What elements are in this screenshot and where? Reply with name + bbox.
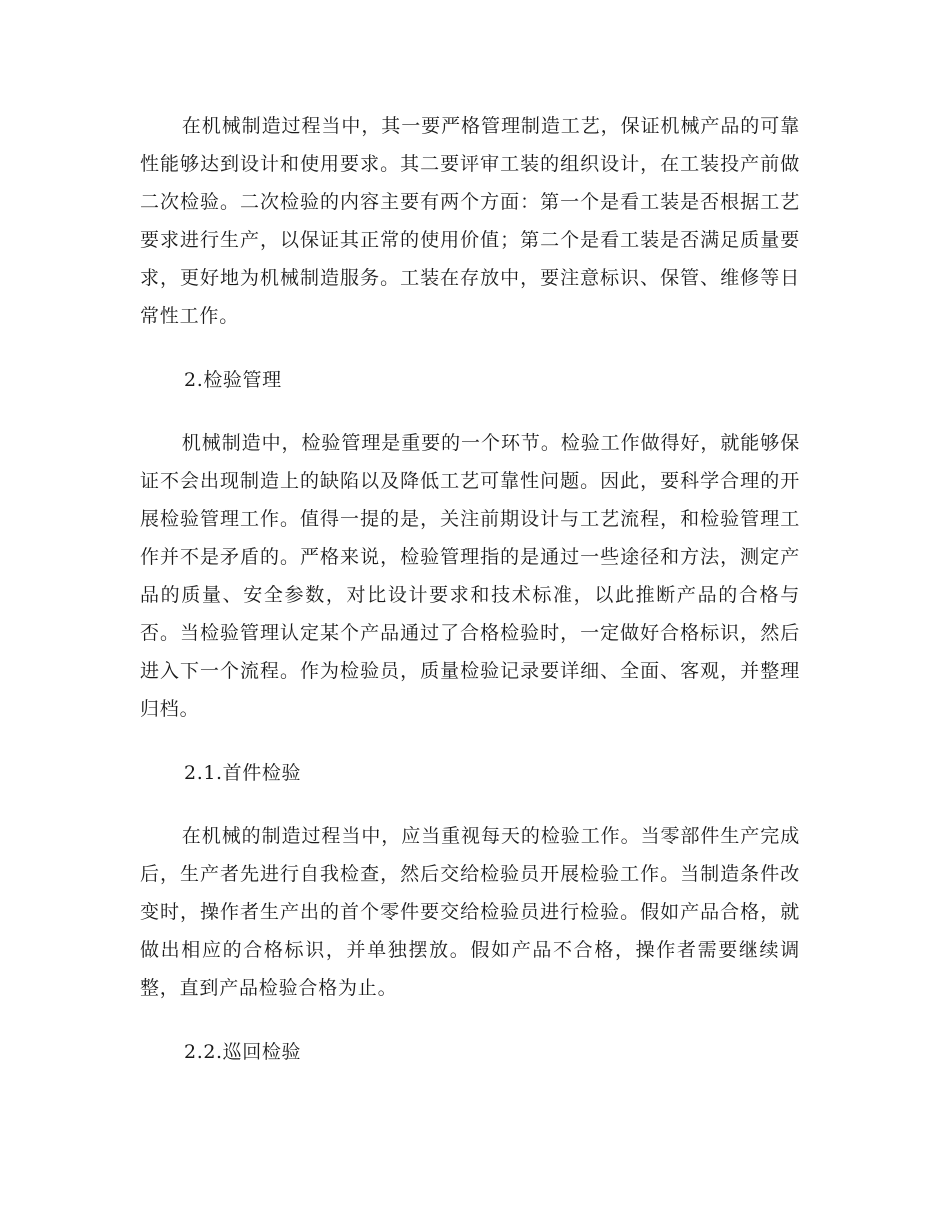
spacer [140, 1007, 800, 1033]
spacer [140, 335, 800, 361]
section-heading-patrol-inspection: 2.2.巡回检验 [184, 1041, 302, 1063]
section-heading-first-article-inspection: 2.1.首件检验 [184, 762, 302, 784]
document-body [140, 107, 800, 1071]
spacer [140, 399, 800, 424]
paragraph-first-article-inspection: 在机械的制造过程当中，应当重视每天的检验工作。当零部件生产完成后，生产者先进行自我检查，然后交给检验员开展检验工作。当制造条件改变时，操作者生产出的首个零件要交给检验员进行检验。假如产品合格，就做出相应的合格标识，并单独摆放。假如产品不合格，操作者需要继续调整，直到产品检验合格为止。 [140, 825, 800, 999]
spacer [140, 728, 800, 754]
section-heading-inspection-management: 2.检验管理 [184, 369, 282, 391]
paragraph-tooling-management: 在机械制造过程当中，其一要严格管理制造工艺，保证机械产品的可靠性能够达到设计和使用要求。其二要评审工装的组织设计，在工装投产前做二次检验。二次检验的内容主要有两个方面：第一个是看工装是否根据工艺要求进行生产，以保证其正常的使用价值；第二个是看工装是否满足质量要求，更好地为机械制造服务。工装在存放中，要注意标识、保管、维修等日常性工作。 [140, 115, 800, 327]
paragraph-inspection-management: 机械制造中，检验管理是重要的一个环节。检验工作做得好，就能够保证不会出现制造上的缺陷以及降低工艺可靠性问题。因此，要科学合理的开展检验管理工作。值得一提的是，关注前期设计与工艺流程，和检验管理工作并不是矛盾的。严格来说，检验管理指的是通过一些途径和方法，测定产品的质量、安全参数，对比设计要求和技术标准，以此推断产品的合格与否。当检验管理认定某个产品通过了合格检验时，一定做好合格标识，然后进入下一个流程。作为检验员，质量检验记录要详细、全面、客观，并整理归档。 [140, 432, 800, 720]
spacer [140, 792, 800, 817]
